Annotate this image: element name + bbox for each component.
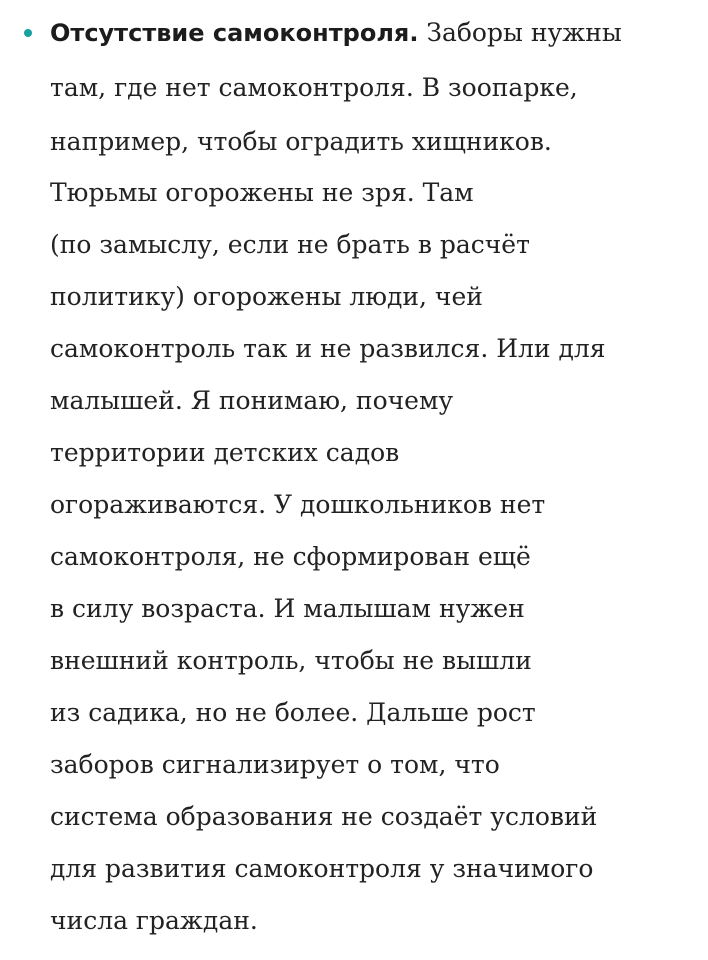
paragraph-line-16: система образования не создаёт условий	[50, 802, 598, 831]
bullet-dot-icon	[24, 29, 32, 37]
item-text-start: Заборы нужны	[426, 18, 622, 47]
paragraph-line-3: например, чтобы оградить хищников.	[50, 127, 552, 156]
paragraph-line-17: для развития самоконтроля у значимого	[50, 854, 594, 883]
paragraph-line-15: заборов сигнализирует о том, что	[50, 750, 500, 779]
paragraph-line-6: политику) огорожены люди, чей	[50, 282, 483, 311]
paragraph-line-13: внешний контроль, чтобы не вышли	[50, 646, 532, 675]
paragraph-line-9: территории детских садов	[50, 438, 400, 467]
paragraph-line-14: из садика, но не более. Дальше рост	[50, 698, 536, 727]
paragraph-line-18: числа граждан.	[50, 906, 258, 935]
paragraph-line-5: (по замыслу, если не брать в расчёт	[50, 230, 530, 259]
paragraph-line-2: там, где нет самоконтроля. В зоопарке,	[50, 73, 578, 102]
paragraph-line-10: огораживаются. У дошкольников нет	[50, 490, 546, 519]
paragraph-line-12: в силу возраста. И малышам нужен	[50, 594, 525, 623]
paragraph-line-8: малышей. Я понимаю, почему	[50, 386, 454, 415]
paragraph-line-7: самоконтроль так и не развился. Или для	[50, 334, 606, 363]
item-lead-heading: Отсутствие самоконтроля.	[50, 19, 419, 47]
paragraph-line-1	[50, 18, 622, 48]
paragraph-line-11: самоконтроля, не сформирован ещё	[50, 542, 531, 571]
paragraph-line-4: Тюрьмы огорожены не зря. Там	[50, 178, 474, 207]
